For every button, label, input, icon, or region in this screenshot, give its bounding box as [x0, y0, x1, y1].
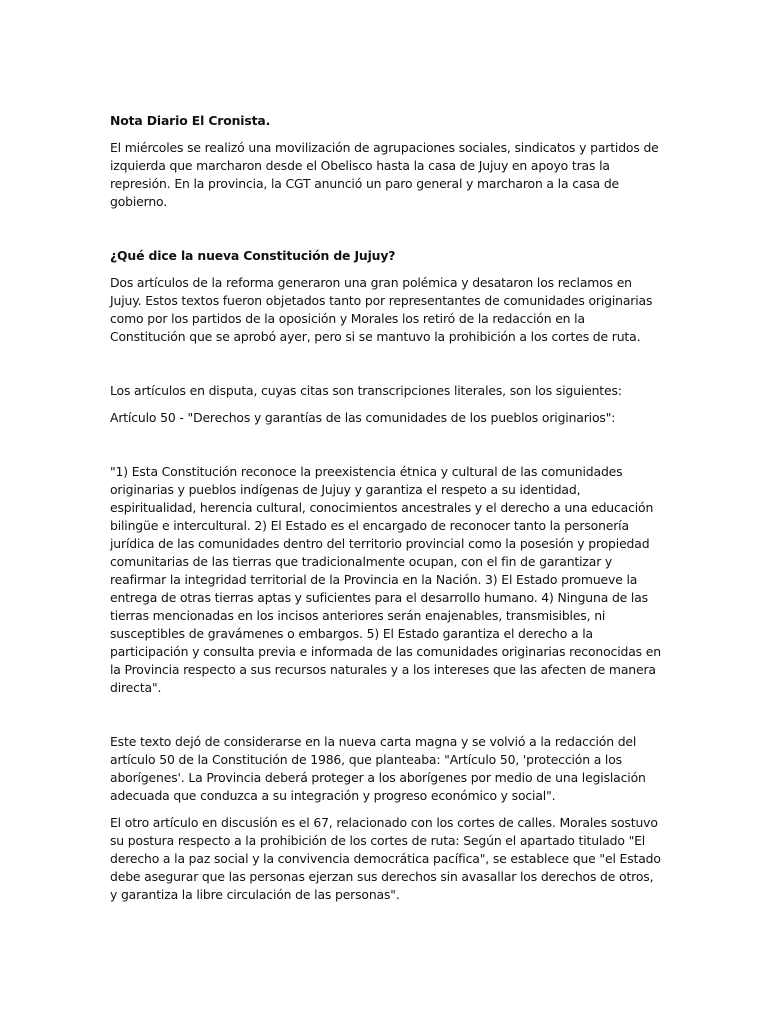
paragraph-articulo-67: El otro artículo en discusión es el 67, relacionado con los cortes de calles. Morales sostuvo su postura respecto a la prohibición de los cortes de ruta: Según el apartado titulado "El derecho a la paz social y la convivencia democrática pacífica", se establece que "el Estado debe asegurar que las personas ejerzan sus derechos sin avasallar los derechos de otros, y garantiza la libre circulación de las personas". [110, 815, 661, 902]
paragraph-articulo-50-title: Artículo 50 - "Derechos y garantías de las comunidades de los pueblos originarios": [110, 410, 616, 425]
paragraph-movilizacion: El miércoles se realizó una movilización de agrupaciones sociales, sindicatos y partidos de izquierda que marcharon desde el Obelisco hasta la casa de Jujuy en apoyo tras la represión. En la provincia, la CGT anunció un paro general y marcharon a la casa de gobierno. [110, 140, 659, 209]
section-heading-constitucion: ¿Qué dice la nueva Constitución de Jujuy? [110, 248, 396, 263]
paragraph-reforma: Dos artículos de la reforma generaron una gran polémica y desataron los reclamos en Jujuy. Estos textos fueron objetados tanto por representantes de comunidades originarias como por los partidos de la oposición y Morales los retiró de la redacción en la Constitución que se aprobó ayer, pero si se mantuvo la prohibición a los cortes de ruta. [110, 275, 653, 344]
paragraph-constitucion-1986: Este texto dejó de considerarse en la nueva carta magna y se volvió a la redacción del artículo 50 de la Constitución de 1986, que planteaba: "Artículo 50, 'protección a los aborígenes'. La Provincia deberá proteger a los aborígenes por medio de una legislación adecuada que conduzca a su integración y progreso económico y social". [110, 734, 646, 803]
paragraph-articulo-50-text: "1) Esta Constitución reconoce la preexistencia étnica y cultural de las comunidades originarias y pueblos indígenas de Jujuy y garantiza el respeto a su identidad, espiritualidad, herencia cultural, conocimientos ancestrales y el derecho a una educación bilingüe e intercultural. 2) El Estado es el encargado de reconocer tanto la personería jurídica de las comunidades dentro del territorio provincial como la posesión y propiedad comunitarias de las tierras que tradicionalmente ocupan, con el fin de garantizar y reafirmar la integridad territorial de la Provincia en la Nación. 3) El Estado promueve la entrega de otras tierras aptas y suficientes para el desarrollo humano. 4) Ninguna de las tierras mencionadas en los incisos anteriores serán enajenables, transmisibles, ni susceptibles de gravámenes o embargos. 5) El Estado garantiza el derecho a la participación y consulta previa e informada de las comunidades originarias reconocidas en la Provincia respecto a sus recursos naturales y a los intereses que las afecten de manera directa". [110, 464, 661, 695]
document-page [110, 112, 662, 904]
paragraph-articulos-en-disputa: Los artículos en disputa, cuyas citas son transcripciones literales, son los siguientes: [110, 383, 622, 398]
document-title: Nota Diario El Cronista. [110, 113, 271, 128]
